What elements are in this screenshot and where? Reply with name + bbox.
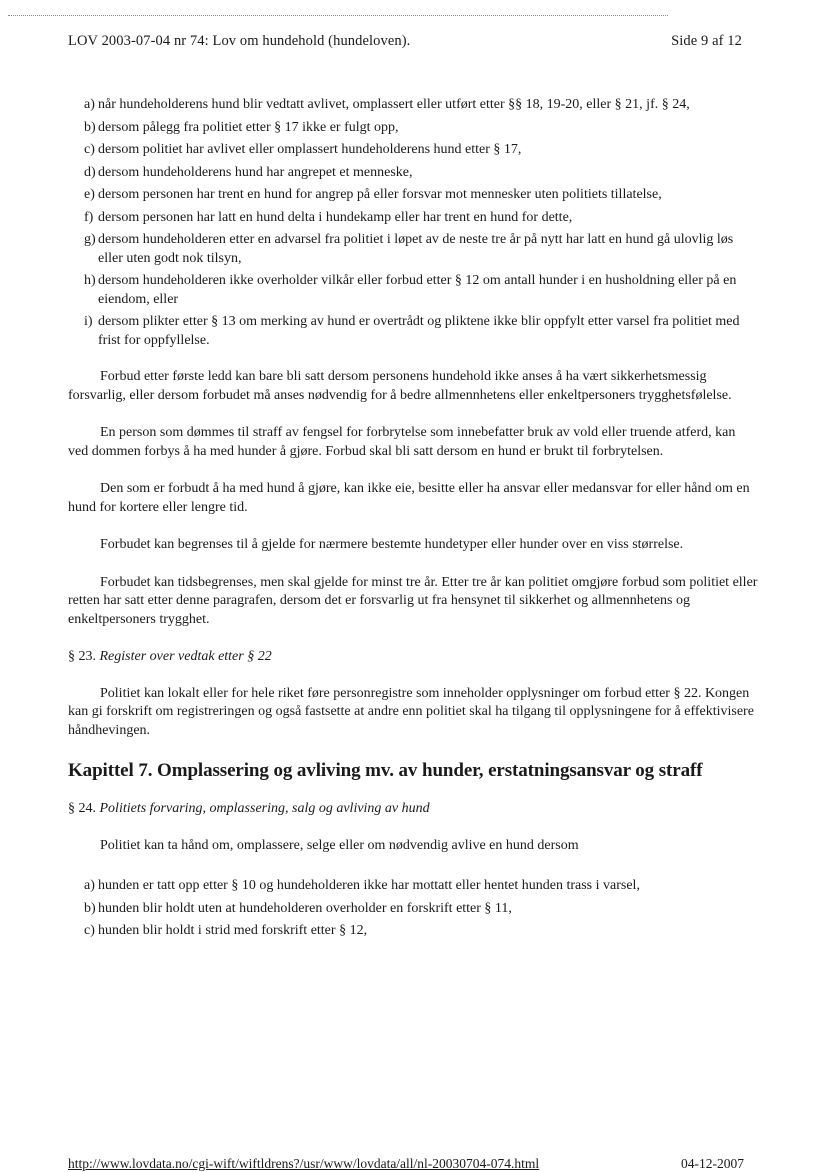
section-title: Register over vedtak etter § 22 [99, 649, 272, 664]
list-item-text: dersom hundeholderen ikke overholder vilkår eller forbud etter § 12 om antall hunder i en husholdning eller på en eiendom, eller [98, 273, 737, 307]
list-marker: b) [84, 119, 96, 135]
forbud-conditions-list [68, 96, 758, 350]
list-item-text: dersom personen har trent en hund for angrep på eller forsvar mot mennesker uten politiets tillatelse, [98, 187, 662, 202]
source-url-link[interactable]: http://www.lovdata.no/cgi-wift/wiftldrens?/usr/www/lovdata/all/nl-20030704-074.html [68, 1156, 540, 1171]
list-item [68, 96, 758, 115]
list-marker: d) [84, 164, 96, 180]
list-item-text: hunden er tatt opp etter § 10 og hundeholderen ikke har mottatt eller hentet hunden trass i varsel, [98, 878, 640, 893]
section-number: § 23. [68, 649, 96, 664]
section-title: Politiets forvaring, omplassering, salg og avliving av hund [99, 801, 430, 816]
list-item [68, 877, 758, 896]
list-item-text: når hundeholderens hund blir vedtatt avlivet, omplassert eller utført etter §§ 18, 19-20, eller § 21, jf. § 24, [98, 97, 690, 112]
paragraph: Den som er forbudt å ha med hund å gjøre, kan ikke eie, besitte eller ha ansvar eller medansvar for eller hånd om en hund for kortere eller lengre tid. [68, 481, 750, 515]
list-item [68, 209, 758, 228]
list-marker: g) [84, 232, 96, 247]
section-number: § 24. [68, 801, 96, 816]
section-23-heading [68, 648, 758, 667]
print-date: 04-12-2007 [681, 1156, 744, 1171]
document-body [68, 96, 758, 945]
section-24-conditions-list [68, 877, 758, 941]
list-marker: a) [84, 878, 95, 893]
page-number: Side 9 af 12 [671, 33, 742, 49]
list-item-text: dersom personen har latt en hund delta i hundekamp eller har trent en hund for dette, [98, 209, 573, 225]
list-item-text: dersom hundeholderen etter en advarsel fra politiet i løpet av de neste tre år på nytt har latt en hund gå ulovlig løs eller uten godt nok tilsyn, [98, 232, 734, 266]
list-item-text: dersom politiet har avlivet eller omplassert hundeholderens hund etter § 17, [98, 142, 522, 157]
section-24-heading [68, 800, 758, 819]
list-item [68, 313, 758, 350]
list-item-text: hunden blir holdt uten at hundeholderen overholder en forskrift etter § 11, [98, 900, 512, 916]
section-24-intro: Politiet kan ta hånd om, omplassere, selge eller om nødvendig avlive en hund dersom [100, 837, 579, 853]
paragraph: Forbudet kan tidsbegrenses, men skal gjelde for minst tre år. Etter tre år kan politiet omgjøre forbud som politiet eller retten har satt etter denne paragrafen, dersom det er forsvarlig ut fra hensynet til sikkerhet og allmennhetens og enkeltpersoners trygghet. [68, 574, 758, 627]
list-marker: c) [84, 923, 95, 938]
list-item [68, 119, 758, 138]
list-item [68, 922, 758, 941]
paragraph: Forbud etter første ledd kan bare bli satt dersom personens hundehold ikke anses å ha vært sikkerhetsmessig forsvarlig, eller dersom forbudet må anses nødvendig for å bedre allmennhetens eller enkeltpersoners trygghetsfølelse. [68, 369, 732, 403]
top-dotted-rule [8, 15, 668, 16]
list-item-text: dersom pålegg fra politiet etter § 17 ikke er fulgt opp, [98, 119, 399, 135]
list-marker: b) [84, 900, 96, 916]
chapter-7-heading: Kapittel 7. Omplassering og avliving mv. av hunder, erstatningsansvar og straff [68, 760, 703, 781]
document-title: LOV 2003-07-04 nr 74: Lov om hundehold (hundeloven). [68, 33, 411, 49]
list-marker: c) [84, 142, 95, 157]
list-marker: a) [84, 97, 95, 112]
list-marker: f) [84, 209, 94, 225]
section-23-body: Politiet kan lokalt eller for hele riket føre personregistre som inneholder opplysninger om forbud etter § 22. Kongen kan gi forskrift om registreringen og også fastsette at andre enn politiet skal ha tilgang til opplysningene for å effektivisere håndhevingen. [68, 685, 754, 738]
list-item [68, 141, 758, 160]
paragraph: Forbudet kan begrenses til å gjelde for nærmere bestemte hundetyper eller hunder over en viss størrelse. [100, 537, 684, 552]
list-item-text: dersom hundeholderens hund har angrepet et menneske, [98, 164, 413, 180]
page-header [68, 33, 742, 50]
list-marker: i) [84, 314, 93, 329]
list-marker: e) [84, 187, 95, 202]
paragraph: En person som dømmes til straff av fengsel for forbrytelse som innebefatter bruk av vold eller truende atferd, kan ved dommen forbys å ha med hunder å gjøre. Forbud skal bli satt dersom en hund er brukt til forbrytelsen. [68, 425, 736, 459]
list-item [68, 900, 758, 919]
page-footer [68, 1156, 744, 1172]
list-item [68, 186, 758, 205]
list-item [68, 164, 758, 183]
list-marker: h) [84, 273, 96, 288]
list-item [68, 231, 758, 268]
list-item-text: hunden blir holdt i strid med forskrift etter § 12, [98, 923, 368, 938]
list-item-text: dersom plikter etter § 13 om merking av hund er overtrådt og pliktene ikke blir oppfylt etter varsel fra politiet med frist for oppfyllelse. [98, 314, 740, 348]
list-item [68, 272, 758, 309]
